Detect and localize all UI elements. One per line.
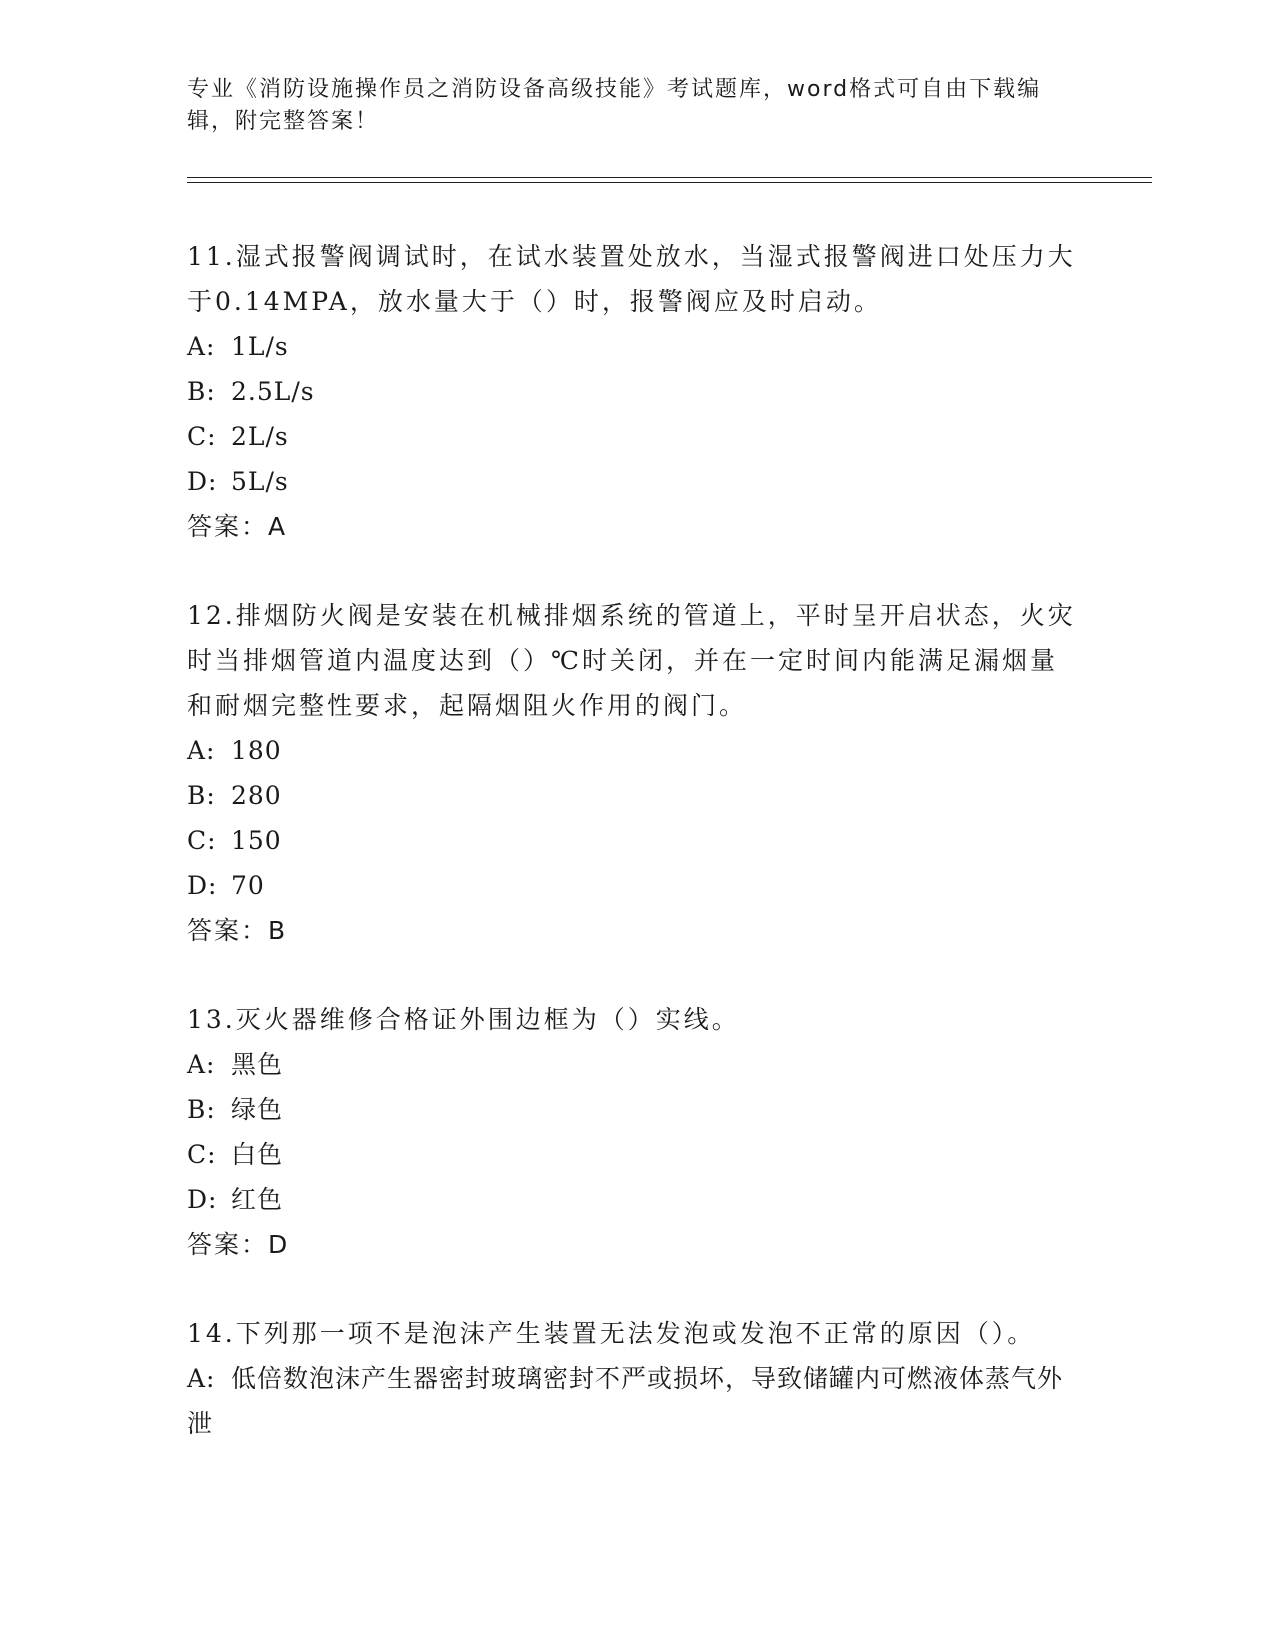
question-14 <box>187 1311 1077 1446</box>
option-letter: B: <box>187 377 216 406</box>
option-text: 150 <box>231 826 282 855</box>
option-letter: A: <box>187 1364 216 1393</box>
option-d <box>187 1177 1077 1222</box>
option-text: 白色 <box>231 1140 284 1169</box>
option-a <box>187 1042 1077 1087</box>
option-a <box>187 728 1077 773</box>
option-c <box>187 1132 1077 1177</box>
document-header: 专业《消防设施操作员之消防设备高级技能》考试题库，word格式可自由下载编辑，附完整答案！ <box>187 77 1042 134</box>
option-b <box>187 773 1077 818</box>
option-c <box>187 818 1077 863</box>
option-letter: A: <box>187 736 216 765</box>
option-letter: A: <box>187 1050 216 1079</box>
option-letter: C: <box>187 422 217 451</box>
header-divider-top <box>187 177 1152 178</box>
option-text: 黑色 <box>231 1050 284 1079</box>
option-letter: B: <box>187 1095 216 1124</box>
question-stem: 14.下列那一项不是泡沫产生装置无法发泡或发泡不正常的原因（）。 <box>187 1319 1036 1348</box>
option-text: 70 <box>231 871 265 900</box>
option-text: 180 <box>231 736 282 765</box>
option-d <box>187 863 1077 908</box>
question-stem: 11.湿式报警阀调试时，在试水装置处放水，当湿式报警阀进口处压力大于0.14MPA，放水量大于（）时，报警阀应及时启动。 <box>187 242 1076 316</box>
option-a <box>187 324 1077 369</box>
option-b <box>187 1087 1077 1132</box>
option-d <box>187 459 1077 504</box>
option-text: 2.5L/s <box>231 377 315 406</box>
answer-line: 答案：B <box>187 916 288 945</box>
header-divider-bottom <box>187 182 1152 183</box>
option-text: 红色 <box>231 1185 284 1214</box>
option-letter: D: <box>187 871 218 900</box>
question-12 <box>187 593 1077 953</box>
option-text: 280 <box>231 781 282 810</box>
option-letter: D: <box>187 467 218 496</box>
option-letter: D: <box>187 1185 218 1214</box>
question-11 <box>187 234 1077 549</box>
option-letter: A: <box>187 332 216 361</box>
option-c <box>187 414 1077 459</box>
answer-line: 答案：A <box>187 512 288 541</box>
option-text: 1L/s <box>231 332 289 361</box>
option-b <box>187 369 1077 414</box>
option-text: 绿色 <box>231 1095 284 1124</box>
option-letter: C: <box>187 826 217 855</box>
question-stem: 12.排烟防火阀是安装在机械排烟系统的管道上，平时呈开启状态，火灾时当排烟管道内温度达到（）℃时关闭，并在一定时间内能满足漏烟量和耐烟完整性要求，起隔烟阻火作用的阀门。 <box>187 601 1076 720</box>
option-a <box>187 1356 1077 1446</box>
option-text: 2L/s <box>231 422 289 451</box>
answer-line: 答案：D <box>187 1230 290 1259</box>
option-text: 5L/s <box>231 467 289 496</box>
option-text: 低倍数泡沫产生器密封玻璃密封不严或损坏，导致储罐内可燃液体蒸气外泄 <box>187 1364 1064 1438</box>
question-list <box>187 234 1077 1490</box>
question-13 <box>187 997 1077 1267</box>
option-letter: B: <box>187 781 216 810</box>
question-stem: 13.灭火器维修合格证外围边框为（）实线。 <box>187 1005 740 1034</box>
option-letter: C: <box>187 1140 217 1169</box>
